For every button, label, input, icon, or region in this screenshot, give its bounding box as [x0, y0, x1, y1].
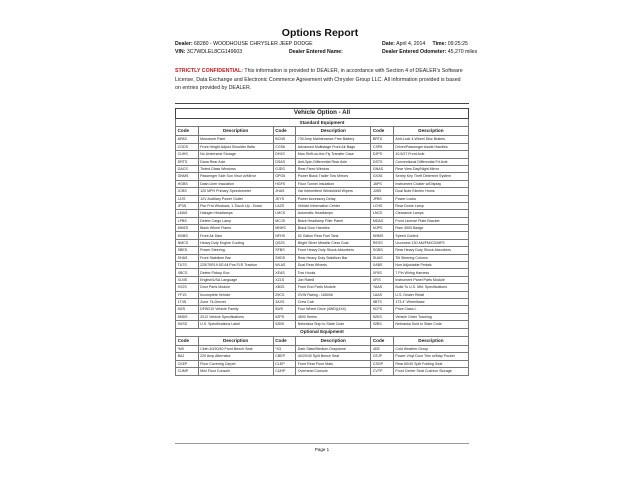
vin-value: 3C7WDLEL8CG149603 [186, 49, 243, 55]
option-description: Anti-Spin Differential Rear Axle [296, 158, 371, 165]
option-description: Tow Hooks [296, 269, 371, 276]
option-code: DSTS [371, 158, 394, 165]
code-header: Code [371, 127, 394, 136]
option-code: CUHP [273, 368, 296, 375]
table-row [176, 151, 469, 158]
option-description: Overhead Console [296, 368, 371, 375]
option-description: Non Adjustable Pedals [393, 262, 468, 269]
code-header: Code [176, 127, 199, 136]
table-row [176, 180, 469, 187]
option-description: Black Headlamp Filler Panel [296, 217, 371, 224]
option-code: DRTS [176, 158, 199, 165]
option-code: XABS [371, 262, 394, 269]
option-description: Nebraska Sold to State Code [393, 321, 468, 328]
table-row [176, 165, 469, 172]
option-code: HGFS [273, 180, 296, 187]
option-description: Rear Heavy Duty Stabilizer Bar [296, 254, 371, 261]
dealer-name-line [289, 49, 343, 56]
table-row [176, 368, 469, 375]
option-description: Four Wheel Drive (4WD)(4X4) [296, 306, 371, 313]
option-description: Power Vinyl Door Trim w/Map Pocket [393, 353, 468, 360]
table-row [176, 284, 469, 291]
table-row [176, 291, 469, 298]
option-description: Bright Silver Metallic Clear Coat [296, 239, 371, 246]
option-code: CSGP [371, 360, 394, 367]
option-description: Door Parts Module [198, 284, 273, 291]
vin-line [175, 49, 242, 56]
table-row [176, 276, 469, 283]
option-code: SGBS [371, 247, 394, 254]
option-description: Power Steering [198, 247, 273, 254]
option-code: GNMS [176, 173, 199, 180]
page-number: 1 [326, 447, 330, 452]
option-description: GVW Rating - 16500# [296, 291, 371, 298]
option-description: Cloth 40/20/40 Front Bench Seat [198, 345, 273, 352]
option-description: Nebraska Ship to State Code [296, 321, 371, 328]
option-description: Driver/Passenger Assist Handles [393, 143, 468, 150]
option-description: 7 Pin Wiring Harness [393, 269, 468, 276]
option-code: *M0 [176, 345, 199, 352]
report-title: Options Report [281, 27, 359, 39]
option-description: Zone 74-Denver [198, 298, 273, 305]
option-code: Z9CS [273, 291, 296, 298]
table-row [176, 247, 469, 254]
option-code: NFHS [273, 232, 296, 239]
option-code: JAPS [371, 180, 394, 187]
option-description: Rear Heavy Duty Shock Absorbers [393, 247, 468, 254]
option-code: XBCS [176, 269, 199, 276]
option-code: CLEP [273, 360, 296, 367]
option-description: Passenger Side Sun Visor w/Mirror [198, 173, 273, 180]
option-code: CSP6 [371, 143, 394, 150]
option-description: Front Stabilizer Bar [198, 254, 273, 261]
option-code: NHMS [371, 232, 394, 239]
option-description: Dana Rear Axle [198, 158, 273, 165]
optional-column-headers [176, 336, 469, 345]
option-description: Front Height Adjust Shoulder Belts [198, 143, 273, 150]
option-code: MJPS [371, 225, 394, 232]
dealer-label: Dealer: [175, 41, 193, 47]
option-description: Front Rear Floor Mats [296, 360, 371, 367]
option-code: 1T4S [176, 298, 199, 305]
option-code: APAS [176, 136, 199, 143]
option-code: LCHS [371, 202, 394, 209]
option-code: 5ZKS [371, 313, 394, 320]
option-code: GACS [176, 165, 199, 172]
option-description: Cold Weather Group [393, 345, 468, 352]
option-code: MNHS [273, 225, 296, 232]
option-code: GNAS [371, 165, 394, 172]
description-header: Description [296, 336, 371, 345]
option-description: Advanced Multistage Front Air Bags [296, 143, 371, 150]
option-description: Dual Rear Wheels [296, 262, 371, 269]
option-code: 3AXS [273, 298, 296, 305]
options-table [175, 108, 469, 376]
option-description: Var Intermittent Windshield Wipers [296, 188, 371, 195]
option-description: Speed Control [393, 232, 468, 239]
option-code: JCBS [176, 188, 199, 195]
option-code: CGDS [176, 143, 199, 150]
option-code: SFBS [273, 247, 296, 254]
option-code: CGS6 [273, 143, 296, 150]
option-description: Automatic Headlamps [296, 210, 371, 217]
standard-equipment-heading: Standard Equipment [176, 119, 469, 127]
dealer-name-label: Dealer Entered Name: [289, 49, 343, 55]
table-row [176, 321, 469, 328]
date-label: Date: [382, 41, 395, 47]
option-code: SHAS [176, 254, 199, 261]
table-row [176, 353, 469, 360]
table-row [176, 306, 469, 313]
option-description: Delete Pickup Box [198, 269, 273, 276]
table-row [176, 345, 469, 352]
option-code: 1AAS [371, 291, 394, 298]
option-description: 10.5/27 Front Axle [393, 151, 468, 158]
option-description: Floor Covering Carpet [198, 360, 273, 367]
option-code: XEAS [273, 269, 296, 276]
description-header: Description [296, 127, 371, 136]
option-description: U.S. Dealer Retail [393, 291, 468, 298]
option-description: Mini Floor Console [198, 368, 273, 375]
option-code: LPBS [176, 217, 199, 224]
table-row [176, 232, 469, 239]
option-code: CEJP [371, 353, 394, 360]
option-description: 12V Auxiliary Power Outlet [198, 195, 273, 202]
option-description: Front Air Dam [198, 232, 273, 239]
option-code: CUHS [176, 151, 199, 158]
optional-equipment-rows [176, 345, 469, 375]
option-description: Monotone Paint [198, 136, 273, 143]
confidential-text: This information is provided to DEALER, in accordance with Section 4 of DEALER's Software License, Data Exchange and Electronic Commerce Agreement with Chrysler Group LLC. All information provided is based on entries provided by DEALER. [175, 68, 463, 92]
option-description: Dual Note Electric Horns [393, 188, 468, 195]
option-description: 225/70R19.5G All Pos FLR Traction [198, 262, 273, 269]
confidential-lead: STRICTLY CONFIDENTIAL: [175, 68, 243, 74]
option-description: Power Accessory Delay [296, 195, 371, 202]
code-header: Code [371, 336, 394, 345]
table-row [176, 313, 469, 320]
table-row [176, 269, 469, 276]
option-code: GPG6 [273, 173, 296, 180]
option-code: XZ1S [273, 276, 296, 283]
option-description: 4500 Series [296, 313, 371, 320]
option-code: LNCS [371, 210, 394, 217]
option-description: Man Shift-on-the-Fly Transfer Case [296, 151, 371, 158]
option-code: 4DE [371, 345, 394, 352]
option-code: 5MDS [176, 313, 199, 320]
odometer-line [382, 49, 477, 56]
option-code: JP3S [176, 202, 199, 209]
option-description: Crew Cab [296, 298, 371, 305]
option-code: 5BTS [371, 298, 394, 305]
option-description: Incomplete Vehicle [198, 291, 273, 298]
option-code: JKYS [273, 195, 296, 202]
option-code: CBEP [273, 353, 296, 360]
option-code: SUAS [371, 254, 394, 261]
description-header: Description [198, 127, 273, 136]
option-code: CKEP [176, 360, 199, 367]
standard-column-headers [176, 127, 469, 136]
odometer-label: Dealer Entered Odometer: [382, 49, 447, 55]
table-row [176, 202, 469, 209]
option-description: Ram 4500 Badge [393, 225, 468, 232]
code-header: Code [176, 336, 199, 345]
option-code: XFIS [371, 276, 394, 283]
option-code: 9CFS [371, 306, 394, 313]
date-value: April 4, 2014 [396, 41, 426, 47]
odometer-value: 45,270 miles [447, 49, 478, 55]
table-row [176, 360, 469, 367]
option-description: Pwr Frnt Windows, 1-Touch Up - Down [198, 202, 273, 209]
option-code: JJJS [176, 195, 199, 202]
description-header: Description [393, 336, 468, 345]
option-description: 40/20/40 Split Bench Seat [296, 353, 371, 360]
table-row [176, 143, 469, 150]
option-code: XX2S [176, 284, 199, 291]
option-code: LMCS [273, 210, 296, 217]
table-row [176, 254, 469, 261]
option-description: Dash Liner Insulation [198, 180, 273, 187]
option-description: U.S. Specifications Label [198, 321, 273, 328]
option-code: HGBS [176, 180, 199, 187]
option-description: Sentry Key Theft Deterrent System [393, 173, 468, 180]
option-description: Power Locks [393, 195, 468, 202]
option-code: 5ZPS [273, 313, 296, 320]
option-code: MDAS [371, 217, 394, 224]
option-code: NMCS [176, 239, 199, 246]
option-description: 220 Amp Alternator [198, 353, 273, 360]
option-description: English/USA Language [198, 276, 273, 283]
option-description: Front Heavy Duty Shock Absorbers [296, 247, 371, 254]
option-description: Front Center Seat Cushion Storage [393, 368, 468, 375]
option-code: 9ZBS [371, 321, 394, 328]
option-code: 5WS [273, 306, 296, 313]
option-code: XB3S [273, 284, 296, 291]
option-description: 52 Gallon Rear Fuel Tank [296, 232, 371, 239]
option-description: Halogen Headlamps [198, 210, 273, 217]
code-header: Code [273, 127, 296, 136]
time-label: Time: [432, 41, 447, 47]
table-row [176, 298, 469, 305]
option-description: Rear View Day/Night Mirror [393, 165, 468, 172]
table-row [176, 173, 469, 180]
vin-label: VIN: [175, 49, 186, 55]
option-description: Anti-Lock 4-Wheel Disc Brakes [393, 136, 468, 143]
option-description: Front License Plate Bracket [393, 217, 468, 224]
option-description: Front End Parts Module [296, 284, 371, 291]
option-code: XLNS [176, 276, 199, 283]
option-code: BRT6 [371, 136, 394, 143]
optional-equipment-heading: Optional Equipment [176, 328, 469, 336]
option-description: Vehicle Information Center [296, 202, 371, 209]
option-description: Black Door Handles [296, 225, 371, 232]
option-description: Build To U.S. Mkt. Specifications [393, 284, 468, 291]
description-header: Description [393, 127, 468, 136]
options-table-wrap [175, 108, 469, 376]
option-description: Floor Tunnel Insulation [296, 180, 371, 187]
code-header: Code [273, 336, 296, 345]
table-row [176, 262, 469, 269]
option-code: 5IZS [176, 306, 199, 313]
option-code: JHAS [273, 188, 296, 195]
option-description: Instrument Panel Parts Module [393, 276, 468, 283]
option-code: CUMP [176, 368, 199, 375]
option-description: No Underseat Storage [198, 151, 273, 158]
confidential-notice [175, 67, 467, 93]
option-code: LAZS [273, 202, 296, 209]
option-code: YAAS [371, 284, 394, 291]
option-description: Delete Cargo Lamp [198, 217, 273, 224]
option-description: Uconnect 130 AM/FM/CD/MP3 [393, 239, 468, 246]
option-code: SHDS [273, 254, 296, 261]
option-description: Price Class L [393, 306, 468, 313]
table-row [176, 225, 469, 232]
table-row [176, 158, 469, 165]
option-code: BAJ [176, 353, 199, 360]
table-title: Vehicle Option - All [176, 109, 469, 119]
option-description: Clearance Lamps [393, 210, 468, 217]
option-code: LMAS [176, 210, 199, 217]
option-description: 173.4" Wheelbase [393, 298, 468, 305]
option-code: GJDS [273, 165, 296, 172]
option-description: Dark Slate/Medium Graystone [296, 345, 371, 352]
option-description: Rear 60/40 Split Folding Seat [393, 360, 468, 367]
option-code: BCNS [273, 136, 296, 143]
option-description: Heavy Duty Engine Cooling [198, 239, 273, 246]
option-description: Rear Dome Lamp [393, 202, 468, 209]
option-description: Rear Fixed Window [296, 165, 371, 172]
option-code: SBES [176, 247, 199, 254]
option-description: Conventional Differential Frt Axle [393, 158, 468, 165]
page-label: Page [314, 447, 326, 452]
table-row [176, 195, 469, 202]
option-code: JPBS [371, 195, 394, 202]
table-row [176, 136, 469, 143]
table-row [176, 217, 469, 224]
option-code: 9ZBS [273, 321, 296, 328]
option-code: 9USS [176, 321, 199, 328]
option-description: DFW210 Vehicle Family [198, 306, 273, 313]
dealer-line [175, 41, 313, 48]
option-description: Job Rate8 [296, 276, 371, 283]
option-code: MMZS [176, 225, 199, 232]
option-code: GXX6 [371, 173, 394, 180]
option-code: MCJS [273, 217, 296, 224]
option-code: TU7S [176, 262, 199, 269]
option-description: Vehicle Order Tracking [393, 313, 468, 320]
option-code: DJPS [371, 151, 394, 158]
option-code: MXBS [176, 232, 199, 239]
table-row [176, 239, 469, 246]
option-code: *X3 [273, 345, 296, 352]
table-row [176, 210, 469, 217]
standard-equipment-rows [176, 136, 469, 328]
option-code: YF1S [176, 291, 199, 298]
option-code: DSAS [273, 158, 296, 165]
option-description: Power Black Trailer Tow Mirrors [296, 173, 371, 180]
option-code: CVTP [371, 368, 394, 375]
table-row [176, 188, 469, 195]
option-description: Black Wheel Flares [198, 225, 273, 232]
time-value: 09:25:25 [447, 41, 468, 47]
header-divider [175, 103, 469, 104]
date-line [382, 41, 468, 48]
option-description: Instrument Cluster w/Display [393, 180, 468, 187]
option-code: RESS [371, 239, 394, 246]
option-description: 2012 Vehicle Specifications [198, 313, 273, 320]
option-code: XF6S [371, 269, 394, 276]
dealer-value: 68280 - WOODHOUSE CHRYSLER JEEP DODGE [194, 41, 313, 47]
description-header: Description [198, 336, 273, 345]
page-footer [175, 443, 469, 452]
option-code: WLAS [273, 262, 296, 269]
option-code: DH1S [273, 151, 296, 158]
option-code: QS2S [273, 239, 296, 246]
option-code: JJBS [371, 188, 394, 195]
option-description: 120 MPH Primary Speedometer [198, 188, 273, 195]
option-description: Tinted Glass Windows [198, 165, 273, 172]
option-description: 730 Amp Maintenance Free Battery [296, 136, 371, 143]
option-description: Tilt Steering Column [393, 254, 468, 261]
